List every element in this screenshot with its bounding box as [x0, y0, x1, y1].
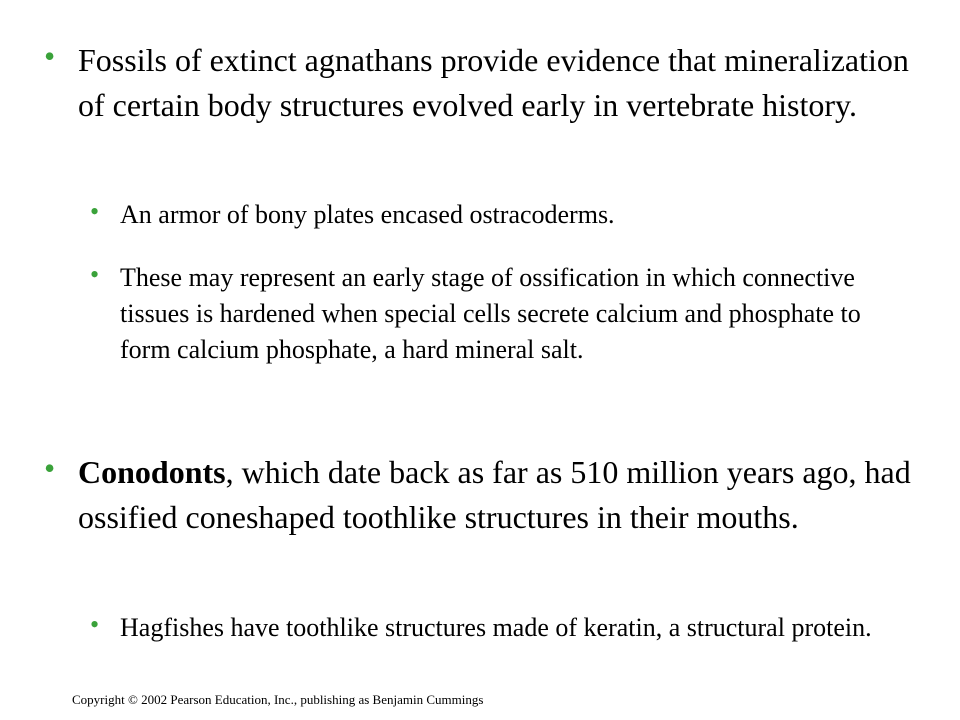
bullet-icon: • [44, 450, 56, 486]
bullet-icon: • [90, 610, 100, 639]
bullet-text-ossification: These may represent an early stage of ossification in which connective tissues is hardened when special cells secrete calcium and phosphate to form calcium phosphate, a hard mineral salt. [120, 263, 861, 364]
bullet-text-armor: An armor of bony plates encased ostracoderms. [120, 200, 615, 229]
bullet-icon: • [90, 260, 100, 289]
bullet-icon: • [90, 197, 100, 226]
bullet-text-conodonts [78, 450, 928, 540]
conodonts-description: , which date back as far as 510 million years ago, had ossified coneshaped toothlike structures in their mouths. [78, 454, 911, 535]
bullet-icon: • [44, 38, 56, 74]
bullet-text-fossils: Fossils of extinct agnathans provide evidence that mineralization of certain body structures evolved early in vertebrate history. [78, 42, 909, 123]
bullet-text-hagfishes: Hagfishes have toothlike structures made of keratin, a structural protein. [120, 613, 872, 642]
bold-term-conodonts: Conodonts [78, 454, 226, 490]
copyright-footer: Copyright © 2002 Pearson Education, Inc., publishing as Benjamin Cummings [72, 692, 484, 707]
